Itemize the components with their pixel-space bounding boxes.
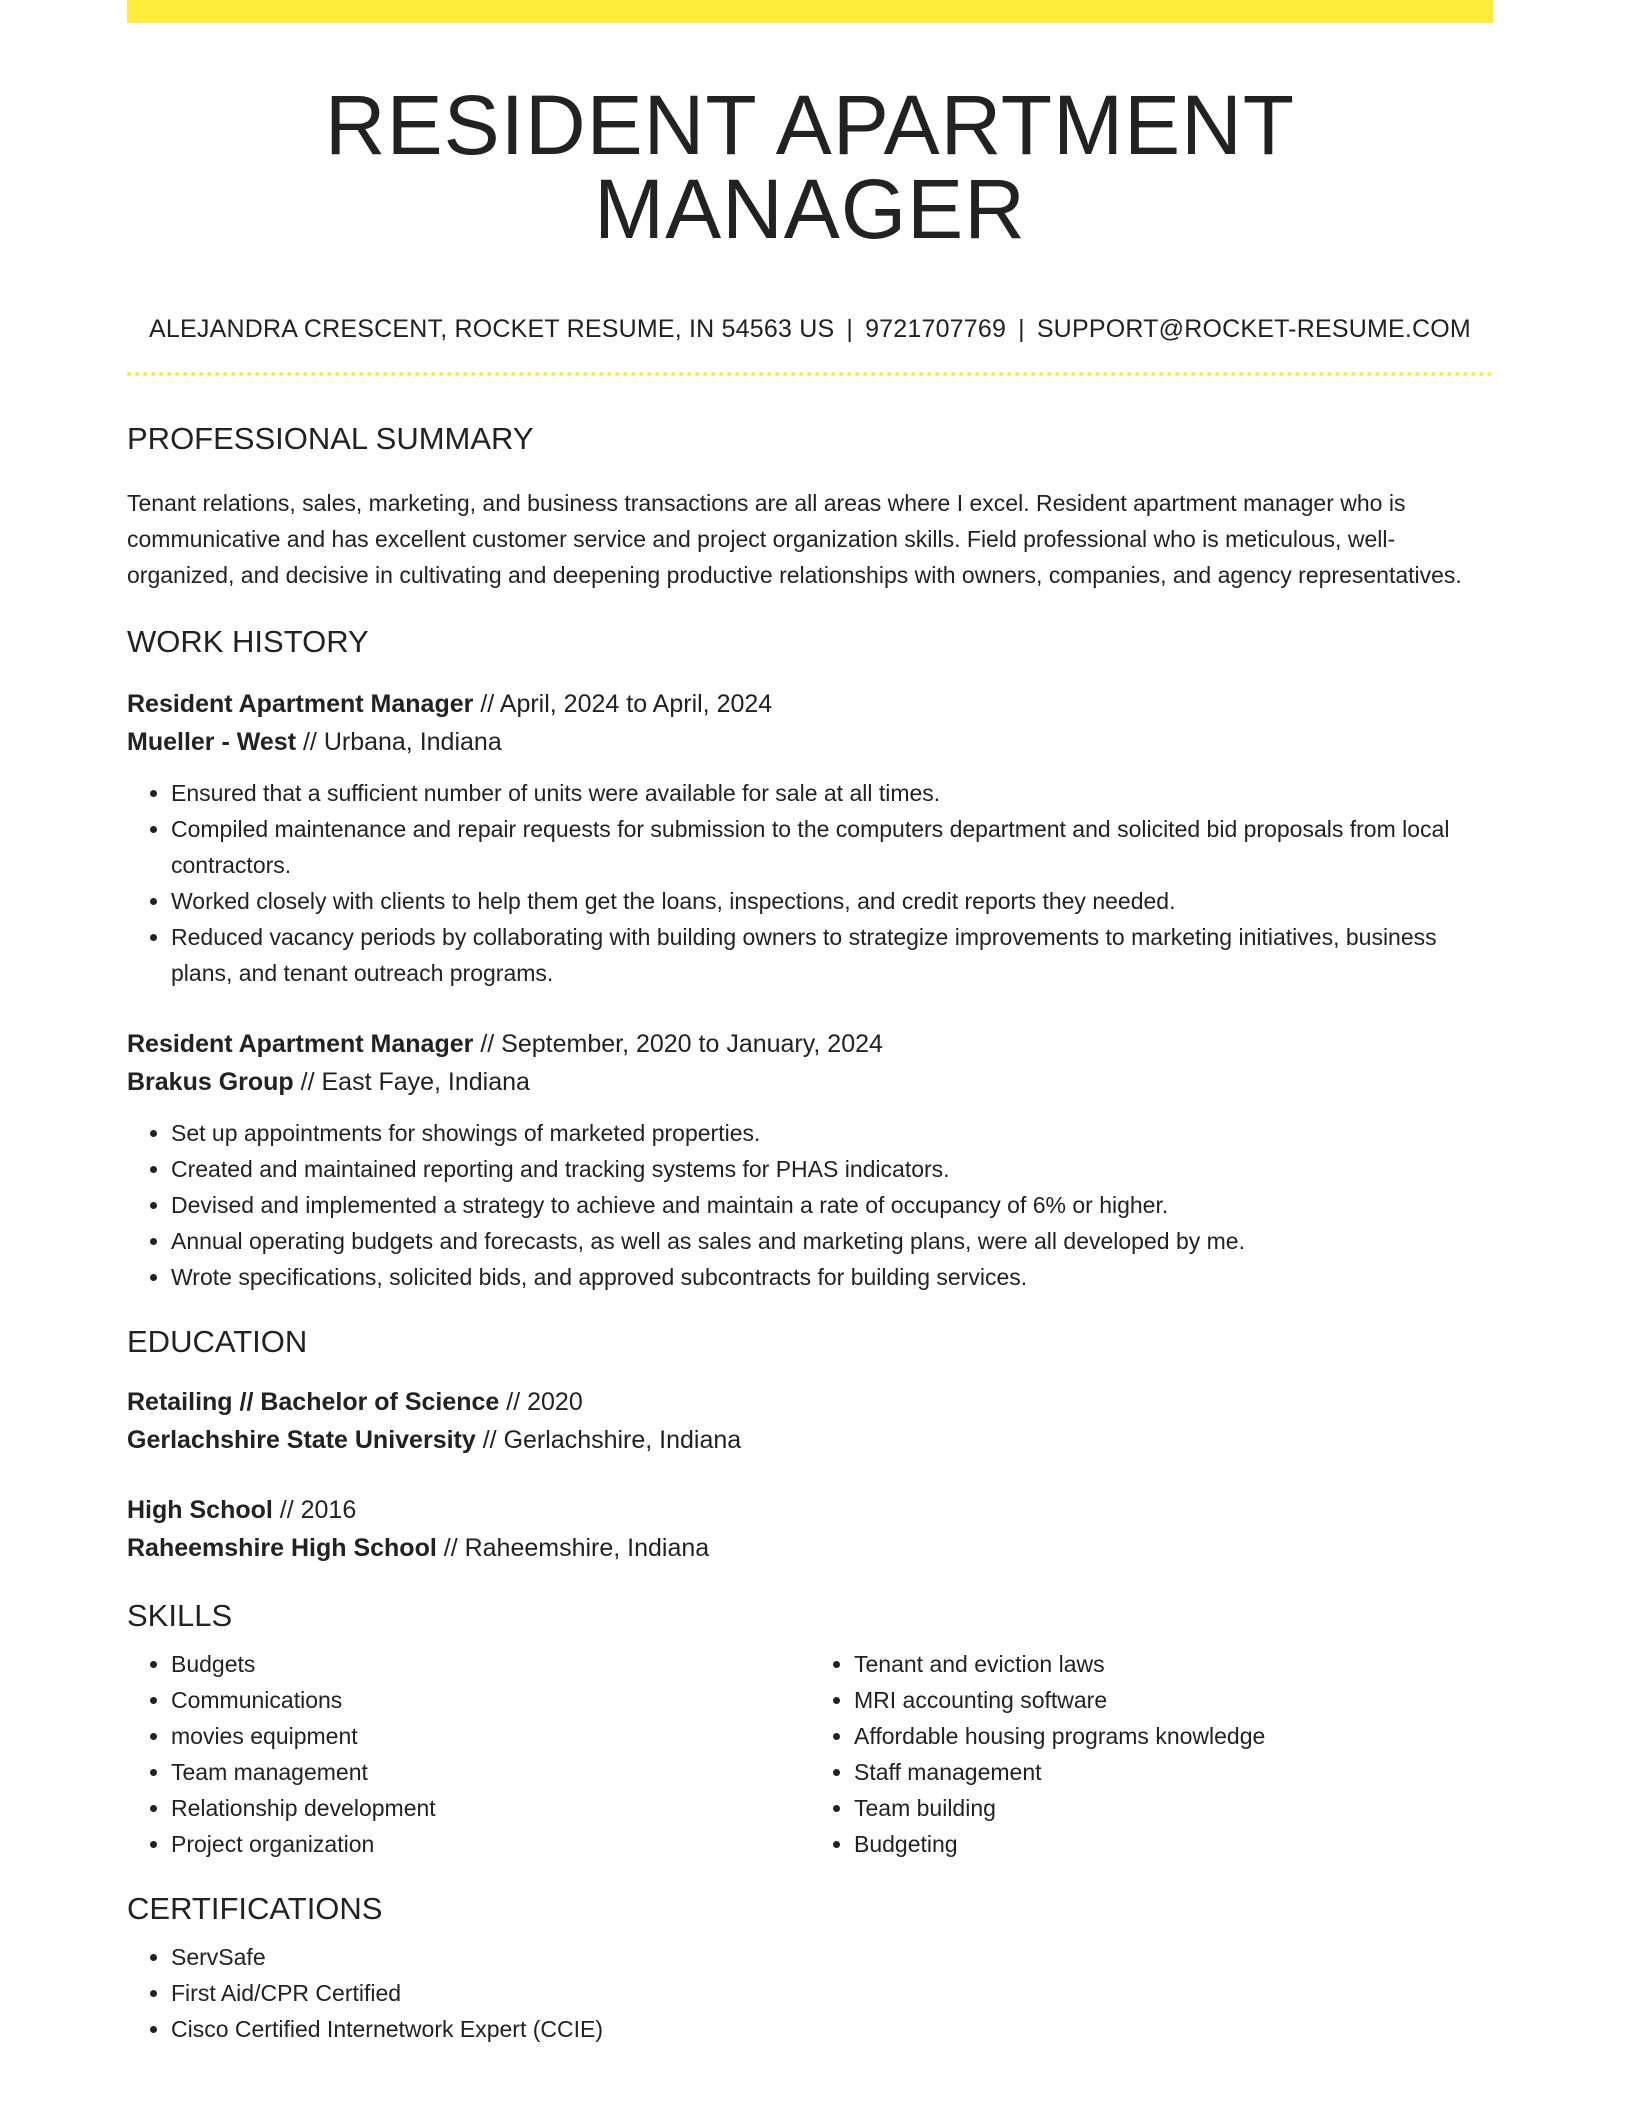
resume-name: RESIDENT APARTMENT MANAGER [324, 78, 1296, 256]
education-location: // Gerlachshire, Indiana [475, 1425, 742, 1454]
skill-item: • MRI accounting software [854, 1682, 1493, 1718]
education-school-line [127, 1529, 1493, 1567]
job-title-line [127, 1025, 1493, 1063]
education-year: // 2016 [272, 1495, 357, 1524]
job-bullet: • Ensured that a sufficient number of units were available for sale at all times. [171, 775, 1493, 811]
certification-item: • ServSafe [171, 1939, 1493, 1975]
education-degree: Retailing // Bachelor of Science [127, 1387, 500, 1416]
contact-separator: | [1018, 315, 1025, 343]
job-title: Resident Apartment Manager [127, 1030, 474, 1059]
skill-item: • Affordable housing programs knowledge [854, 1718, 1493, 1754]
job-dates: // September, 2020 to January, 2024 [473, 1030, 883, 1059]
job-title: Resident Apartment Manager [127, 690, 474, 719]
job-company-line [127, 1063, 1493, 1101]
skills-list-left [127, 1646, 810, 1862]
education-year: // 2020 [499, 1387, 583, 1416]
education-entry [127, 1491, 1493, 1567]
job-bullet: • Devised and implemented a strategy to achieve and maintain a rate of occupancy of 6% or higher. [171, 1187, 1493, 1223]
skill-item: • Relationship development [171, 1790, 810, 1826]
job-entry [127, 685, 1493, 991]
education-location: // Raheemshire, Indiana [436, 1533, 710, 1562]
job-title-line [127, 685, 1493, 723]
job-dates: // April, 2024 to April, 2024 [473, 690, 773, 719]
education-school: Raheemshire High School [127, 1533, 437, 1562]
top-accent-bar [127, 0, 1493, 23]
job-company: Mueller - West [127, 728, 297, 757]
contact-address: ALEJANDRA CRESCENT, ROCKET RESUME, IN 54563 US [149, 315, 835, 343]
job-company: Brakus Group [127, 1068, 294, 1097]
job-company-line [127, 723, 1493, 761]
certifications-heading: CERTIFICATIONS [127, 1890, 383, 1926]
job-bullet: • Wrote specifications, solicited bids, and approved subcontracts for building services. [171, 1259, 1493, 1295]
skill-item: • Team management [171, 1754, 810, 1790]
job-bullet: • Annual operating budgets and forecasts, as well as sales and marketing plans, were all developed by me. [171, 1223, 1493, 1259]
job-bullet-list [127, 1115, 1493, 1295]
skill-item: • movies equipment [171, 1718, 810, 1754]
job-location: // East Faye, Indiana [293, 1068, 530, 1097]
certification-item: • Cisco Certified Internetwork Expert (CCIE) [171, 2011, 1493, 2047]
education-degree-line [127, 1491, 1493, 1529]
skill-item: • Tenant and eviction laws [854, 1646, 1493, 1682]
job-bullet: • Worked closely with clients to help them get the loans, inspections, and credit reports they needed. [171, 883, 1493, 919]
contact-separator: | [846, 315, 854, 343]
skill-item: • Project organization [171, 1826, 810, 1862]
job-bullet: • Set up appointments for showings of marketed properties. [171, 1115, 1493, 1151]
resume-content [127, 0, 1493, 2047]
certifications-list [127, 1939, 1493, 2047]
job-bullet: • Compiled maintenance and repair requests for submission to the computers department and solicited bid proposals from local contractors. [171, 811, 1493, 883]
education-heading: EDUCATION [127, 1324, 308, 1360]
skill-item: • Staff management [854, 1754, 1493, 1790]
contact-line [127, 315, 1493, 344]
skill-item: • Budgets [171, 1646, 810, 1682]
work-history-heading: WORK HISTORY [127, 624, 369, 660]
education-entry [127, 1383, 1493, 1459]
job-location: // Urbana, Indiana [296, 728, 502, 757]
skills-columns [127, 1646, 1493, 1862]
job-bullet: • Created and maintained reporting and tracking systems for PHAS indicators. [171, 1151, 1493, 1187]
education-school-line [127, 1421, 1493, 1459]
job-bullet-list [127, 775, 1493, 991]
skills-heading: SKILLS [127, 1597, 233, 1633]
summary-text: Tenant relations, sales, marketing, and business transactions are all areas where I excel. Resident apartment manager who is communicative and has excellent customer service and project organization skills. Field professional who is meticulous, well-organized, and decisive in cultivating and deepening productive relationships with owners, companies, and agency representatives. [127, 490, 1462, 589]
education-degree-line [127, 1383, 1493, 1421]
skill-item: • Communications [171, 1682, 810, 1718]
certification-item: • First Aid/CPR Certified [171, 1975, 1493, 2011]
contact-email: SUPPORT@ROCKET-RESUME.COM [1036, 315, 1471, 343]
summary-heading: PROFESSIONAL SUMMARY [127, 421, 534, 456]
job-bullet: • Reduced vacancy periods by collaborating with building owners to strategize improvements to marketing initiatives, business plans, and tenant outreach programs. [171, 919, 1493, 991]
skills-list-right [810, 1646, 1493, 1862]
education-degree: High School [127, 1495, 273, 1524]
education-school: Gerlachshire State University [127, 1425, 476, 1454]
job-entry [127, 1025, 1493, 1295]
contact-phone: 9721707769 [865, 315, 1007, 343]
skill-item: • Team building [854, 1790, 1493, 1826]
skill-item: • Budgeting [854, 1826, 1493, 1862]
dotted-divider [127, 372, 1493, 376]
